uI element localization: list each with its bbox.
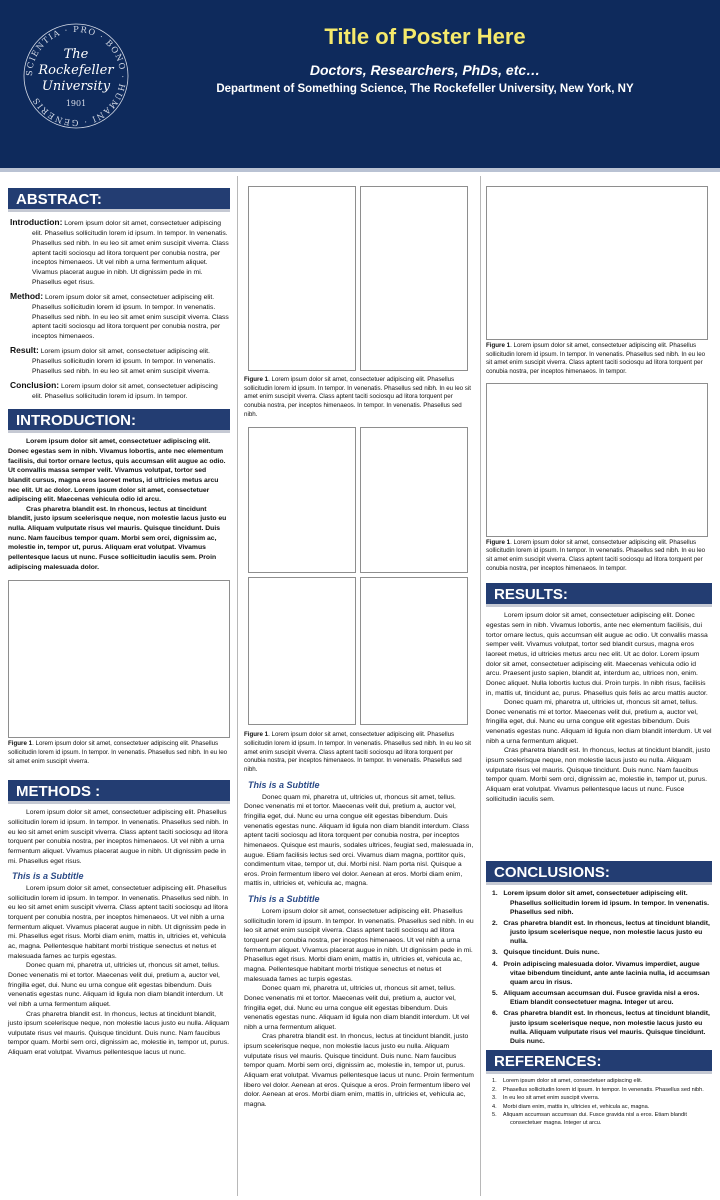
- abstract-body: [8, 216, 230, 401]
- figure-caption: [244, 376, 474, 419]
- abstract-item: [8, 344, 230, 377]
- figure-placeholder: [248, 577, 356, 725]
- conclusion-text: Aliquam accumsan accumsan dui. Fusce gravida nisl a eros. Etiam blandit consectetuer magna. Integer ut arcu.: [503, 990, 700, 1007]
- seal-line-3: University: [41, 79, 111, 94]
- seal-line-2: Rockefeller: [38, 63, 114, 78]
- abstract-heading: ABSTRACT:: [8, 188, 230, 212]
- list-item: 6. Cras pharetra blandit est. In rhoncus, lectus at tincidunt blandit, justo ipsum scelerisque neque, non molestie lacus justo eu nulla. Aliquam vulputate risus vel mauris. Quisque tincidunt. Duis nunc.: [492, 1010, 710, 1045]
- methods-paragraph: Cras pharetra blandit est. In rhoncus, lectus at tincidunt blandit, justo ipsum scelerisque neque, non molestie lacus justo eu nulla. Aliquam vulputate risus vel mauris. Quisque tincidunt. Duis nunc. Nam faucibus tempor quam. Morbi sem orci, dignissim ac, molestie in, tempor ut, purus. Aliquam erat volutpat. Vivamus pellentesque lacus ut nunc.: [8, 1010, 230, 1057]
- figure-placeholder: [8, 580, 230, 738]
- figure-caption: [486, 342, 712, 377]
- conclusion-text: Cras pharetra blandit est. In rhoncus, lectus at tincidunt blandit, justo ipsum scelerisque neque, non molestie lacus justo eu nulla.: [503, 919, 710, 946]
- conclusion-text: Lorem ipsum dolor sit amet, consectetuer adipiscing elit. Phasellus sollicitudin lorem id ipsum. In tempor. In venenatis. Phasellus sed nibh.: [503, 890, 710, 916]
- conclusion-text: Cras pharetra blandit est. In rhoncus, lectus at tincidunt blandit, justo ipsum scelerisque neque, non molestie lacus justo eu nulla. Aliquam vulputate risus vel mauris. Quisque tincidunt. Duis nunc.: [503, 1010, 710, 1045]
- reference-text: Lorem ipsum dolor sit amet, consectetuer adipiscing elit.: [502, 1078, 643, 1085]
- middle-subtitle: This is a Subtitle: [248, 779, 320, 790]
- abstract-label: Result:: [10, 345, 39, 356]
- list-item: 1. Lorem ipsum dolor sit amet, consectetuer adipiscing elit.: [492, 1078, 643, 1085]
- figure-caption-text: . Lorem ipsum dolor sit amet, consectetuer adipiscing elit. Phasellus sollicitudin lorem id ipsum. In tempor. In venenatis. Phasellus sed nibh. In eu leo sit amet enim suscipit viverra. Class aptent taciti sociosqu ad litora torquent per conubia nostra, per inceptos himenaeos. In tempor. In venenatis. Phasellus sed nibh.: [244, 376, 471, 418]
- list-item: 3. Quisque tincidunt. Duis nunc.: [492, 949, 600, 957]
- poster-department: Department of Something Science, The Rockefeller University, New York, NY: [216, 83, 634, 95]
- abstract-item: [8, 290, 230, 342]
- figure-caption-text: . Lorem ipsum dolor sit amet, consectetuer adipiscing elit. Phasellus sollicitudin lorem id ipsum. In tempor. In venenatis. Phasellus sed nibh. In eu leo sit amet enim suscipit viverra. Class aptent taciti sociosqu ad litora torquent per conubia nostra, per inceptos himenaeos. In tempor.: [486, 538, 706, 572]
- reference-text: Aliquam accumsan accumsan dui. Fusce gravida nisl a eros. Etiam blandit consectetuer magna. Integer ut arcu.: [502, 1112, 687, 1126]
- header-rule: [0, 168, 720, 172]
- conclusions-heading: CONCLUSIONS:: [486, 861, 712, 885]
- reference-text: Morbi diam enim, mattis in, ultricies et, vehicula ac, magna.: [502, 1103, 650, 1110]
- abstract-text: Lorem ipsum dolor sit amet, consectetuer adipiscing elit. Phasellus sollicitudin lorem id ipsum. In tempor. In venenatis. Phasellus sed nibh. In eu leo sit amet enim suscipit viverra. Class aptent taciti sociosqu ad litora torquent per conubia nostra, per inceptos himenaeos.: [32, 293, 229, 341]
- introduction-paragraph: Cras pharetra blandit est. In rhoncus, lectus at tincidunt blandit, justo ipsum scelerisque neque, non molestie lacus justo eu nulla. Aliquam vulputate risus vel mauris. Quisque tincidunt. Duis nunc. Nam faucibus tempor quam. Morbi sem orci, dignissim ac, molestie in, tempor ut, purus. Aliquam erat volutpat. Vivamus pellentesque lacus ut nunc. Fusce sollicitudin iaculis sem. Proin adipiscing malesuada dolor.: [8, 505, 227, 571]
- abstract-text: Lorem ipsum dolor sit amet, consectetuer adipiscing elit. Phasellus sollicitudin lorem id ipsum. In tempor. In venenatis. Phasellus sed nibh. In eu leo sit amet enim suscipit viverra.: [32, 348, 216, 375]
- abstract-label: Introduction:: [10, 217, 63, 227]
- list-item: 1. Lorem ipsum dolor sit amet, consectetuer adipiscing elit. Phasellus sollicitudin lorem id ipsum. In tempor. In venenatis. Phasellus sed nibh.: [492, 890, 710, 916]
- list-item: 3. In eu leo sit amet enim suscipit viverra.: [492, 1095, 600, 1102]
- abstract-item: [8, 379, 230, 402]
- figure-caption: [244, 731, 474, 774]
- figure-caption-label: Figure 1: [244, 731, 269, 739]
- middle-column: [244, 176, 474, 1110]
- left-column: [8, 176, 230, 1058]
- results-paragraph: Cras pharetra blandit est. In rhoncus, lectus at tincidunt blandit, justo ipsum scelerisque neque, non molestie lacus justo eu nulla. Aliquam vulputate risus vel mauris. Quisque tincidunt. Duis nunc. Nam faucibus tempor quam. Morbi sem orci, dignissim ac, molestie in, tempor ut, purus. Aliquam erat volutpat. Vivamus pellentesque lacus ut nunc. Fusce sollicitudin iaculis sem.: [486, 747, 711, 803]
- introduction-paragraph: Lorem ipsum dolor sit amet, consectetuer adipiscing elit. Donec egestas sem in nibh. Vivamus lobortis, ante nec elementum facilisis, dui tortor ornare lectus, quis accumsan elit augue ac odio. Ut convallis massa semper velit. Vivamus volutpat, tortor sed blandit cursus, magna eros laoreet metus, id ultricies metus arcu nec elit. Ut ac dolor. Lorem ipsum dolor sit amet, consectetuer adipiscing elit. Maecenas vehicula odio id arcu.: [8, 438, 226, 504]
- conclusion-text: Proin adipiscing malesuada dolor. Vivamus imperdiet, augue vitae bibendum tincidunt, ante ante lacinia nulla, id accumsan quam arcu in risus.: [503, 960, 710, 986]
- methods-subtitle: This is a Subtitle: [12, 871, 84, 882]
- figure-caption-text: . Lorem ipsum dolor sit amet, consectetuer adipiscing elit. Phasellus sollicitudin lorem id ipsum. In tempor. In venenatis. Phasellus sed nibh. In eu leo sit amet enim suscipit viverra. Class aptent taciti sociosqu ad litora torquent per conubia nostra, per inceptos himenaeos. In tempor. In venenatis. Phasellus sed nibh.: [244, 731, 471, 774]
- abstract-item: [8, 216, 230, 288]
- list-item: 5. Aliquam accumsan accumsan dui. Fusce gravida nisl a eros. Etiam blandit consectetuer magna. Integer ut arcu.: [492, 990, 700, 1007]
- conclusion-text: Quisque tincidunt. Duis nunc.: [503, 949, 600, 957]
- right-column: [486, 176, 712, 1128]
- figure-grid-top: [244, 186, 474, 376]
- column-divider: [237, 176, 238, 1196]
- figure-caption-text: . Lorem ipsum dolor sit amet, consectetuer adipiscing elit. Phasellus sollicitudin lorem id ipsum. In tempor. In venenatis. Phasellus sed nibh. In eu leo sit amet enim suscipit viverra.: [8, 740, 228, 765]
- figure-placeholder: [486, 383, 708, 537]
- figure-caption: [486, 539, 712, 574]
- seal-line-1: The: [63, 47, 89, 62]
- list-item: 4. Morbi diam enim, mattis in, ultricies et, vehicula ac, magna.: [492, 1103, 650, 1110]
- middle-subtitle: This is a Subtitle: [248, 894, 320, 905]
- methods-paragraph: Lorem ipsum dolor sit amet, consectetuer adipiscing elit. Phasellus sollicitudin lorem id ipsum. In tempor. In venenatis. Phasellus sed nibh. In eu leo sit amet enim suscipit viverra. Class aptent taciti sociosqu ad litora torquent per conubia nostra, per inceptos himenaeos. Ut vel nibh a urna fermentum aliquet. Vivamus placerat augue in nibh. Ut dignissim pede in mi. Phasellus eget risus.: [8, 809, 229, 865]
- references-heading: REFERENCES:: [486, 1050, 712, 1074]
- list-item: 4. Proin adipiscing malesuada dolor. Vivamus imperdiet, augue vitae bibendum tincidunt, ante ante lacinia nulla, id accumsan quam arcu in risus.: [492, 960, 710, 986]
- results-heading: RESULTS:: [486, 583, 712, 607]
- results-body: [486, 611, 712, 857]
- reference-text: In eu leo sit amet enim suscipit viverra.: [502, 1095, 600, 1102]
- methods-heading: METHODS :: [8, 780, 230, 804]
- methods-paragraph: Donec quam mi, pharetra ut, ultricies ut, rhoncus sit amet, tellus. Donec venenatis mi et tortor. Maecenas velit dui, pretium a, auctor vel, fringilla eget, dui. Nunc eu urna congue elit egestas bibendum. Duis venenatis egestas nunc. Aliquam id ligula non diam blandit interdum. Ut vel nibh a urna fermentum aliquet.: [8, 962, 223, 1008]
- figure-placeholder: [360, 577, 468, 725]
- figure-caption-label: Figure 1: [8, 740, 33, 748]
- abstract-text: Lorem ipsum dolor sit amet, consectetuer adipiscing elit. Phasellus sollicitudin lorem id ipsum. In tempor.: [32, 382, 218, 400]
- figure-caption-label: Figure 1: [244, 376, 269, 383]
- figure-placeholder: [360, 427, 468, 573]
- figure-caption: [8, 740, 230, 766]
- abstract-label: Conclusion:: [10, 379, 60, 390]
- figure-placeholder: [486, 186, 708, 340]
- conclusions-list: [486, 889, 712, 1046]
- poster-title: Title of Poster Here: [324, 24, 526, 49]
- university-seal-logo: [20, 20, 132, 132]
- figure-caption-text: . Lorem ipsum dolor sit amet, consectetuer adipiscing elit. Phasellus sollicitudin lorem id ipsum. In tempor. In venenatis. Phasellus sed nibh. In eu leo sit amet enim suscipit viverra. Class aptent taciti sociosqu ad litora torquent per conubia nostra, per inceptos himenaeos. In tempor.: [486, 342, 706, 376]
- introduction-heading: INTRODUCTION:: [8, 409, 230, 433]
- list-item: 2. Phasellus sollicitudin lorem id ipsum. In tempor. In venenatis. Phasellus sed nibh.: [492, 1086, 704, 1093]
- reference-text: Phasellus sollicitudin lorem id ipsum. In tempor. In venenatis. Phasellus sed nibh.: [502, 1086, 704, 1093]
- methods-paragraph: Lorem ipsum dolor sit amet, consectetuer adipiscing elit. Phasellus sollicitudin lorem id ipsum. In tempor. In venenatis. Phasellus sed nibh. In eu leo sit amet enim suscipit viverra. Class aptent taciti sociosqu ad litora torquent per conubia nostra, per inceptos himenaeos. Ut vel nibh a urna fermentum aliquet. Vivamus placerat augue in nibh. Ut dignissim pede in mi. Phasellus eget risus. Morbi diam enim, mattis in, ultricies et, vehicula ac, magna. Pellentesque habitant morbi tristique senectus et netus et malesuada fames ac turpis egestas.: [8, 885, 229, 960]
- list-item: 2. Cras pharetra blandit est. In rhoncus, lectus at tincidunt blandit, justo ipsum scelerisque neque, non molestie lacus justo eu nulla.: [492, 919, 710, 946]
- figure-placeholder: [248, 427, 356, 573]
- seal-year: 1901: [65, 99, 87, 108]
- figure-caption-label: Figure 1: [486, 342, 511, 349]
- abstract-text: Lorem ipsum dolor sit amet, consectetuer adipiscing elit. Phasellus sollicitudin lorem id ipsum. In tempor. In venenatis. Phasellus sed nibh. In eu leo sit amet enim suscipit viverra. Class aptent taciti sociosqu ad litora torquent per conubia nostra, per inceptos himenaeos. Ut vel nibh a urna fermentum aliquet. Vivamus placerat augue in nibh. Ut dignissim pede in mi. Phasellus eget risus.: [32, 220, 229, 287]
- results-paragraph: Lorem ipsum dolor sit amet, consectetuer adipiscing elit. Donec egestas sem in nibh. Vivamus lobortis, ante nec elementum facilisis, dui tortor ornare lectus, quis accumsan elit augue ac odio. Ut convallis massa semper velit. Vivamus volutpat, tortor sed blandit cursus, magna eros laoreet metus, id ultricies metus arcu nec elit. Ut ac dolor. Lorem ipsum dolor sit amet, consectetuer adipiscing elit. Maecenas vehicula odio id arcu. Praesent justo sapien, blandit at, interdum ac, ultrices non, enim. Donec aliquet. Nulla lobortis luctus dui. Proin turpis. In nibh risus, facilisis in, mattis ut, tincidunt ac, purus. Phasellus quis felis ac arcu mattis auctor.: [486, 612, 708, 697]
- results-paragraph: Donec quam mi, pharetra ut, ultricies ut, rhoncus sit amet, tellus. Donec venenatis mi et tortor. Maecenas velit dui, pretium a, auctor vel, fringilla eget, dui. Nunc eu urna congue elit egestas bibendum. Duis venenatis egestas nunc. Aliquam id ligula non diam blandit interdum. Ut vel nibh a urna fermentum aliquet.: [486, 699, 712, 745]
- middle-paragraph: Cras pharetra blandit est. In rhoncus, lectus at tincidunt blandit, justo ipsum scelerisque neque, non molestie lacus justo eu nulla. Aliquam vulputate risus vel mauris. Quisque tincidunt. Duis nunc. Nam faucibus tempor quam. Morbi sem orci, dignissim ac, molestie in, tempor ut, purus. Aliquam erat volutpat. Vivamus pellentesque lacus ut nunc. Proin fermentum libero vel dolor. Aenean at eros. Quisque a eros. Proin fermentum libero vel dolor. Aenean at eros. Morbi diam enim, mattis in, ultricies et, vehicula ac, magna.: [244, 1033, 474, 1108]
- figure-grid-bottom: [244, 427, 474, 729]
- abstract-label: Method:: [10, 290, 44, 301]
- figure-placeholder: [360, 186, 468, 371]
- seal-ring-text: SCIENTIA · PRO · BONO · HUMANI · GENERIS: [23, 23, 129, 129]
- figure-caption-label: Figure 1: [486, 538, 511, 546]
- middle-paragraph: Donec quam mi, pharetra ut, ultricies ut, rhoncus sit amet, tellus. Donec venenatis mi et tortor. Maecenas velit dui, pretium a, auctor vel, fringilla eget, dui. Nunc eu urna congue elit egestas bibendum. Duis venenatis egestas nunc. Aliquam id ligula non diam blandit interdum. Class aptent taciti sociosqu ad litora torquent per conubia nostra, per inceptos himenaeos. Quisque est mauris, sodales ultrices, feugiat sed, malesuada in, augue. Etiam facilisis lectus sed orci. Vivamus diam magna, porttitor quis, condimentum vitae, tempor ut, dui. Morbi nisl. Nam porta nisl. Quisque a eros. Proin fermentum libero vel dolor. Aenean at eros. Morbi diam enim, mattis in, ultricies et, vehicula ac, magna.: [244, 793, 474, 888]
- list-item: 5. Aliquam accumsan accumsan dui. Fusce gravida nisl a eros. Etiam blandit consectetuer magna. Integer ut arcu.: [492, 1112, 687, 1126]
- column-divider: [480, 176, 481, 1196]
- poster-header: [0, 0, 720, 168]
- references-list: [486, 1078, 712, 1127]
- middle-paragraph: Donec quam mi, pharetra ut, ultricies ut, rhoncus sit amet, tellus. Donec venenatis mi et tortor. Maecenas velit dui, pretium a, auctor vel, fringilla eget, dui. Nunc eu urna congue elit egestas bibendum. Duis venenatis egestas nunc. Aliquam id ligula non diam blandit interdum. Ut vel nibh a urna fermentum aliquet.: [244, 985, 470, 1031]
- middle-paragraph: Lorem ipsum dolor sit amet, consectetuer adipiscing elit. Phasellus sollicitudin lorem id ipsum. In tempor. In venenatis. Phasellus sed nibh. In eu leo sit amet enim suscipit viverra. Class aptent taciti sociosqu ad litora torquent per conubia nostra, per inceptos himenaeos. Ut vel nibh a urna fermentum aliquet. Vivamus placerat augue in nibh. Ut dignissim pede in mi. Phasellus eget risus. Morbi diam enim, mattis in, ultricies et, vehicula ac, magna. Pellentesque habitant morbi tristique senectus et netus et malesuada fames ac turpis egestas.: [244, 908, 474, 983]
- poster-authors: Doctors, Researchers, PhDs, etc…: [309, 62, 541, 78]
- figure-placeholder: [248, 186, 356, 371]
